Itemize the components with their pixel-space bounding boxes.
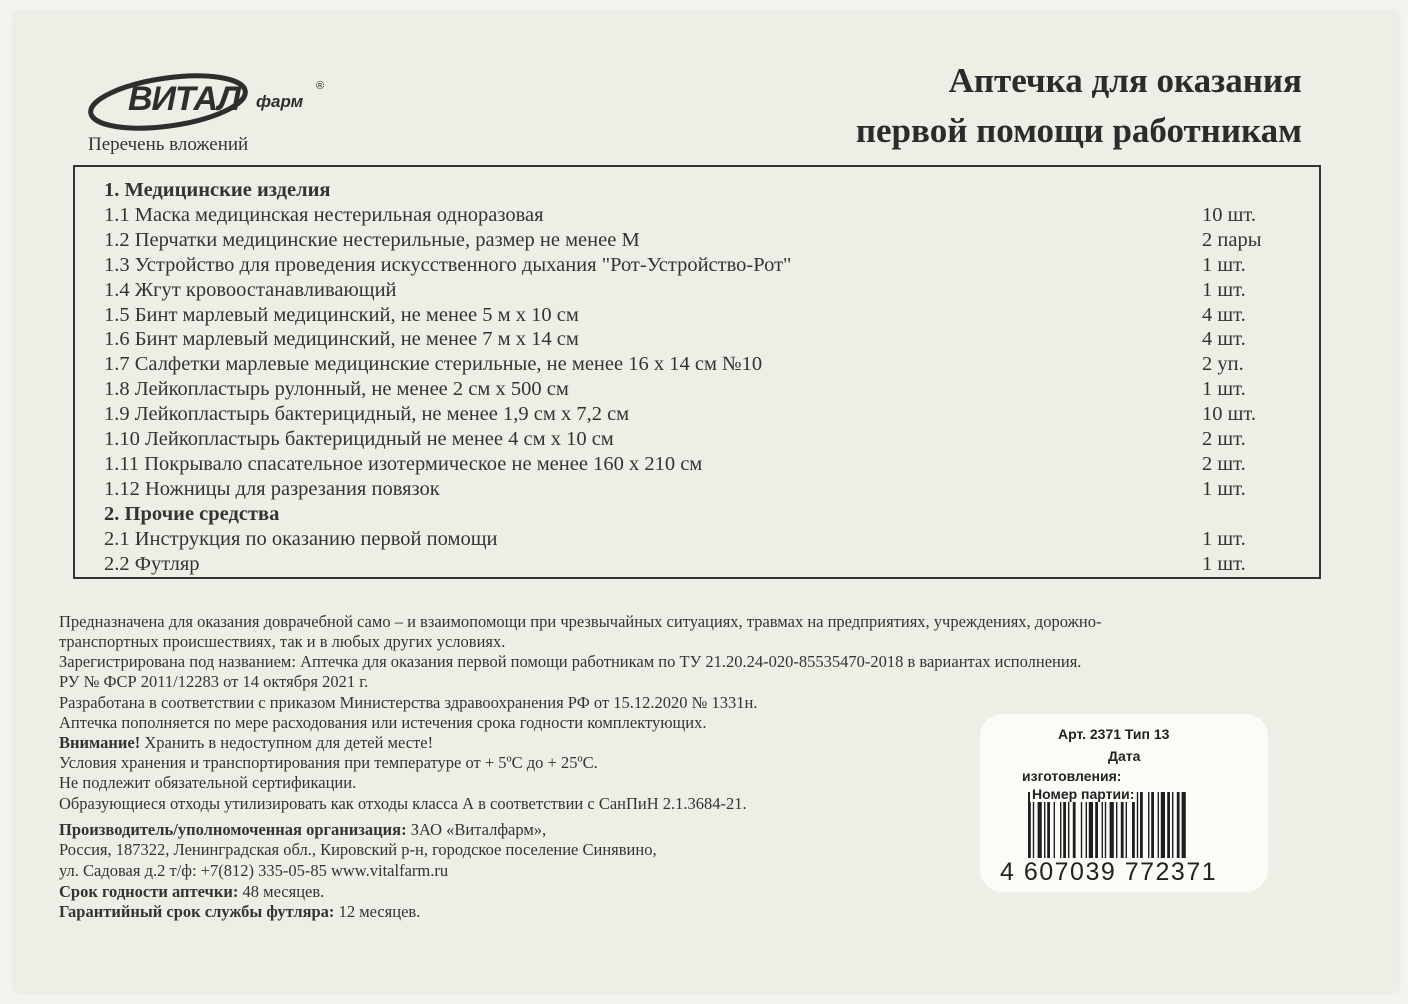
item-name: 1.4 Жгут кровоостанавливающий: [104, 278, 397, 301]
item-quantity: 2 пары: [1202, 228, 1262, 251]
contents-item: [104, 402, 1284, 427]
contents-item: [104, 278, 1284, 303]
item-name: 1.12 Ножницы для разрезания повязок: [104, 477, 440, 500]
contents-item: [104, 427, 1284, 452]
item-name: 1.5 Бинт марлевый медицинский, не менее 5 м х 10 см: [104, 303, 579, 326]
contents-item: [104, 527, 1284, 552]
section-heading: [104, 178, 1284, 203]
item-quantity: 1 шт.: [1202, 552, 1246, 575]
item-quantity: 4 шт.: [1202, 328, 1246, 351]
item-name: 1.3 Устройство для проведения искусственного дыхания "Рот-Устройство-Рот": [104, 253, 792, 276]
item-name: 2.1 Инструкция по оказанию первой помощи: [104, 527, 498, 550]
item-name: 1.2 Перчатки медицинские нестерильные, размер не менее М: [104, 228, 640, 251]
item-quantity: 10 шт.: [1202, 403, 1256, 426]
warning-text: [59, 733, 433, 753]
warranty-label: Гарантийный срок службы футляра:: [59, 902, 335, 921]
section-title: 2. Прочие средства: [104, 502, 280, 525]
contents-item: [104, 253, 1284, 278]
developed-text: Разработана в соответствии с приказом Министерства здравоохранения РФ от 15.12.2020 № 1331н.: [59, 693, 758, 712]
address-line-1: Россия, 187322, Ленинградская обл., Кировский р-н, городское поселение Синявино,: [59, 840, 657, 859]
registered-mark: ®: [316, 80, 325, 92]
address-line-2: ул. Садовая д.2 т/ф: +7(812) 335-05-85 www.vitalfarm.ru: [59, 861, 449, 880]
item-name: 2.2 Футляр: [104, 552, 200, 575]
section-title: 1. Медицинские изделия: [104, 179, 331, 201]
logo-suffix: фарм: [256, 92, 304, 111]
item-quantity: 2 шт.: [1202, 428, 1246, 450]
contents-item: [104, 377, 1284, 402]
warranty-text: [59, 902, 420, 922]
item-quantity: 1 шт.: [1202, 278, 1246, 301]
item-quantity: 1 шт.: [1202, 477, 1246, 500]
item-name: 1.7 Салфетки марлевые медицинские стерильные, не менее 16 х 14 см №10: [104, 353, 763, 376]
warning-body: Хранить в недоступном для детей месте!: [140, 733, 434, 752]
item-quantity: 4 шт.: [1202, 303, 1246, 326]
batch-label: Номер партии:: [1032, 786, 1135, 802]
item-name: 1.1 Маска медицинская нестерильная одноразовая: [104, 203, 544, 226]
shelf-life-label: Срок годности аптечки:: [59, 882, 239, 901]
contents-item: [104, 327, 1284, 352]
waste-text: Образующиеся отходы утилизировать как отходы класса А в соответствии с СанПиН 2.1.3684-21.: [59, 794, 747, 813]
purpose-line-2: транспортных происшествиях, так и в любых других условиях.: [59, 632, 506, 651]
storage-text: Условия хранения и транспортирования при температуре от + 5ºС до + 25ºС.: [59, 753, 598, 772]
contents-item: [104, 303, 1284, 328]
contents-item: [104, 552, 1284, 577]
contents-subtitle: Перечень вложений: [88, 134, 249, 155]
item-name: 1.10 Лейкопластырь бактерицидный не менее 4 см х 10 см: [104, 428, 614, 450]
date-label-2: изготовления:: [1022, 768, 1122, 784]
purpose-line-1: Предназначена для оказания доврачебной само – и взаимопомощи при чрезвычайных ситуациях, травмах на предприятиях, учреждениях, дорожно-: [59, 612, 1102, 631]
section-heading: [104, 502, 1284, 527]
manufacturer-text: [59, 820, 546, 840]
contents-item: [104, 352, 1284, 377]
vitalfarm-logo: [88, 72, 338, 132]
shelf-life-value: 48 месяцев.: [238, 882, 325, 901]
registered-line-1: Зарегистрирована под названием: Аптечка для оказания первой помощи работникам по ТУ 21.20.24-020-85535470-2018 в вариантах исполнения.: [59, 652, 1082, 671]
contents-item: [104, 228, 1284, 253]
warning-label: Внимание!: [59, 733, 141, 752]
barcode-number: 4 607039 772371: [1000, 858, 1218, 886]
shelf-life-text: [59, 882, 324, 902]
contents-item: [104, 477, 1284, 502]
item-name: 1.11 Покрывало спасательное изотермическое не менее 160 х 210 см: [104, 452, 703, 475]
contents-item: [104, 203, 1284, 228]
logo-text: ВИТАЛ: [128, 80, 240, 118]
contents-item: [104, 452, 1284, 477]
item-name: 1.6 Бинт марлевый медицинский, не менее 7 м х 14 см: [104, 328, 579, 351]
registered-line-2: РУ № ФСР 2011/12283 от 14 октября 2021 г.: [59, 672, 369, 691]
page-title: [856, 56, 1302, 156]
item-quantity: 10 шт.: [1202, 203, 1256, 226]
item-quantity: 2 уп.: [1202, 353, 1244, 376]
manufacturer-name: ЗАО «Виталфарм»,: [406, 820, 547, 839]
date-label: Дата: [1108, 748, 1141, 764]
item-quantity: 1 шт.: [1202, 527, 1246, 550]
item-quantity: 2 шт.: [1202, 452, 1246, 475]
certification-text: Не подлежит обязательной сертификации.: [59, 773, 357, 792]
replenish-text: Аптечка пополняется по мере расходования или истечения срока годности комплектующих.: [59, 713, 707, 732]
item-name: 1.9 Лейкопластырь бактерицидный, не менее 1,9 см х 7,2 см: [104, 403, 630, 426]
manufacturer-label: Производитель/уполномоченная организация:: [59, 820, 407, 839]
warranty-value: 12 месяцев.: [334, 902, 421, 921]
item-quantity: 1 шт.: [1202, 253, 1246, 276]
title-line-2: первой помощи работникам: [855, 111, 1302, 150]
item-quantity: 1 шт.: [1202, 378, 1246, 401]
article-text: Арт. 2371 Тип 13: [1058, 726, 1170, 742]
title-line-1: Аптечка для оказания: [948, 61, 1302, 100]
item-name: 1.8 Лейкопластырь рулонный, не менее 2 см х 500 см: [104, 378, 569, 401]
